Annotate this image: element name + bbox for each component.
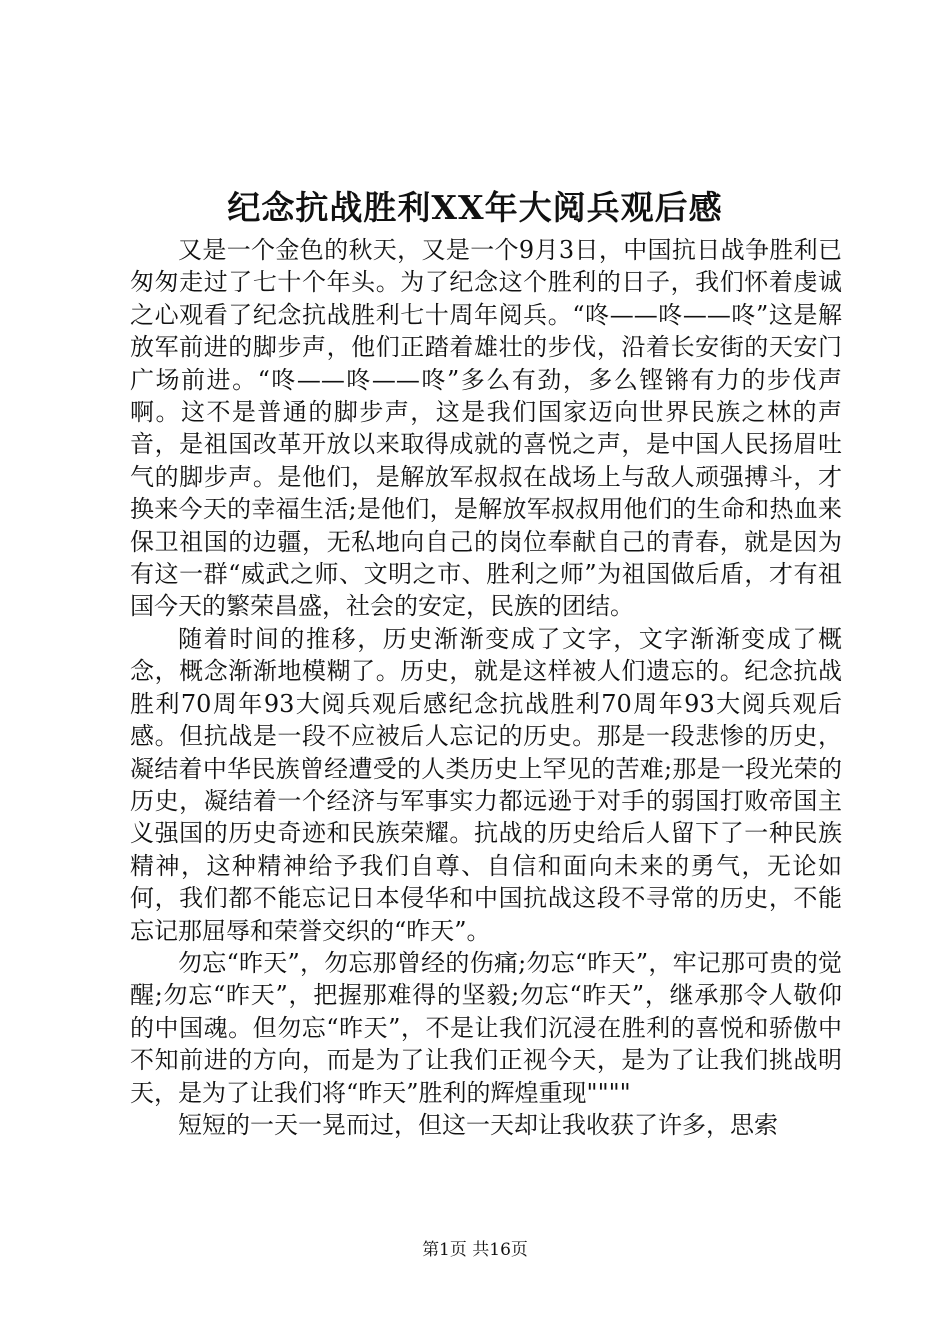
document-body [130, 234, 842, 1141]
page-number-footer: 第1页 共16页 [422, 1240, 528, 1260]
paragraph-2: 随着时间的推移，历史渐渐变成了文字，文字渐渐变成了概念，概念渐渐地模糊了。历史，就是这样被人们遗忘的。纪念抗战胜利70周年93大阅兵观后感纪念抗战胜利70周年93大阅兵观后感。但抗战是一段不应被后人忘记的历史。那是一段悲惨的历史，凝结着中华民族曾经遭受的人类历史上罕见的苦难;那是一段光荣的历史，凝结着一个经济与军事实力都远逊于对手的弱国打败帝国主义强国的历史奇迹和民族荣耀。抗战的历史给后人留下了一种民族精神，这种精神给予我们自尊、自信和面向未来的勇气，无论如何，我们都不能忘记日本侵华和中国抗战这段不寻常的历史，不能忘记那屈辱和荣誉交织的“昨天”。 [130, 624, 842, 945]
document-title: 纪念抗战胜利XX年大阅兵观后感 [227, 188, 723, 227]
paragraph-1: 又是一个金色的秋天，又是一个9月3日，中国抗日战争胜利已匆匆走过了七十个年头。为了纪念这个胜利的日子，我们怀着虔诚之心观看了纪念抗战胜利七十周年阅兵。“咚——咚——咚”这是解放军前进的脚步声，他们正踏着雄壮的步伐，沿着长安街的天安门广场前进。“咚——咚——咚”多么有劲，多么铿锵有力的步伐声啊。这不是普通的脚步声，这是我们国家迈向世界民族之林的声音，是祖国改革开放以来取得成就的喜悦之声，是中国人民扬眉吐气的脚步声。是他们，是解放军叔叔在战场上与敌人顽强搏斗，才换来今天的幸福生活;是他们，是解放军叔叔用他们的生命和热血来保卫祖国的边疆，无私地向自己的岗位奉献自己的青春，就是因为有这一群“威武之师、文明之市、胜利之师”为祖国做后盾，才有祖国今天的繁荣昌盛，社会的安定，民族的团结。 [130, 236, 842, 621]
paragraph-4: 短短的一天一晃而过，但这一天却让我收获了许多，思索 [178, 1110, 778, 1139]
paragraph-3: 勿忘“昨天”，勿忘那曾经的伤痛;勿忘“昨天”，牢记那可贵的觉醒;勿忘“昨天”，把握那难得的坚毅;勿忘“昨天”，继承那令人敬仰的中国魂。但勿忘“昨天”，不是让我们沉浸在胜利的喜悦和骄傲中不知前进的方向，而是为了让我们正视今天，是为了让我们挑战明天，是为了让我们将“昨天”胜利的辉煌重现"""" [130, 948, 842, 1107]
